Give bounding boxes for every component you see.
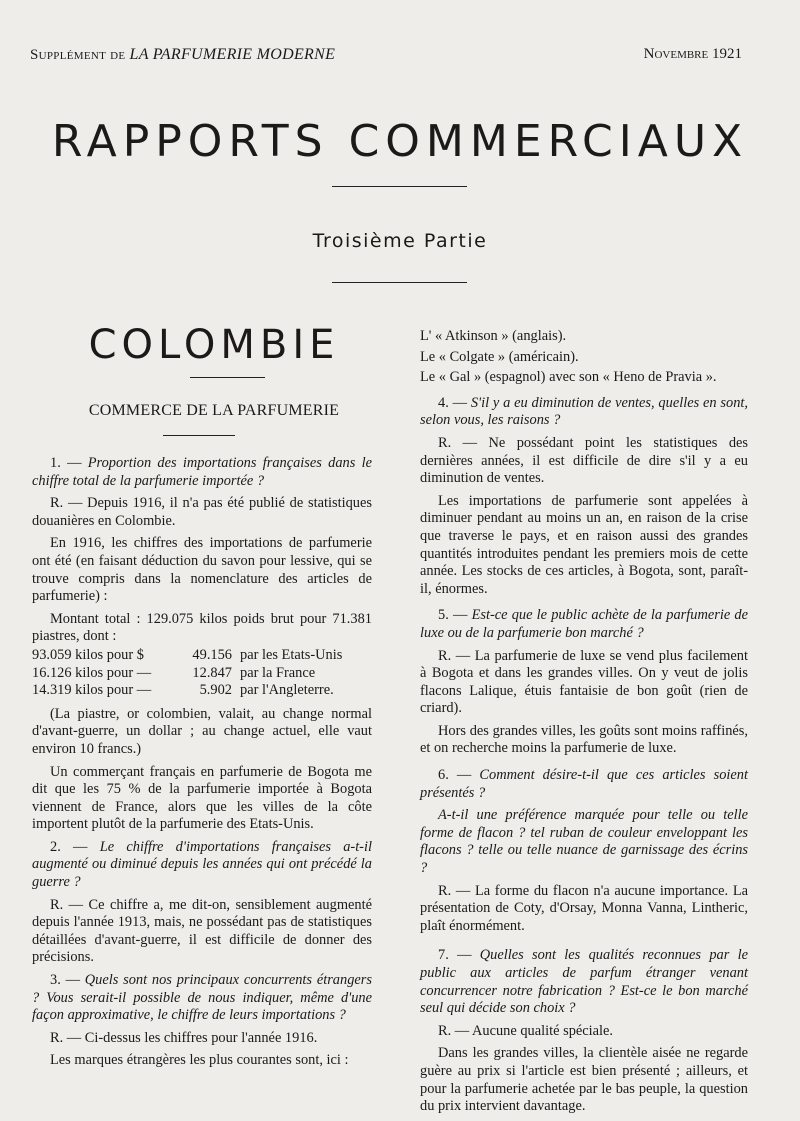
country-rule [190,377,265,378]
answer-4: R. — Ne possédant point les statistiques des dernières années, il est difficile de dire s'il y a eu diminution de ventes. [420,434,748,487]
question-4: 4. — S'il y a eu diminution de ventes, quelles en sont, selon vous, les raisons ? [420,394,748,429]
title-rule-top [332,186,467,187]
answer-2: R. — Ce chiffre a, me dit-on, sensiblement augmenté depuis l'année 1913, mais, ne possédant pas de statistiques détaillées d'avant-guerre, il est difficile de donner des précisions. [32,896,372,966]
country-heading: COLOMBIE [88,322,340,368]
table-row: 16.126 kilos pour — 12.847 par la France [32,664,316,681]
running-header-date: Novembre 1921 [643,46,742,62]
answer-5: R. — La parfumerie de luxe se vend plus facilement à Bogota et dans les grandes villes. On y veut de jolis flacons Lalique, étuis fantaisie de bon goût (rien de criard). [420,647,748,717]
question-2: 2. — Le chiffre d'importations françaises a-t-il augmenté ou diminué depuis les années qui ont précédé la guerre ? [32,838,372,891]
question-5: 5. — Est-ce que le public achète de la parfumerie de luxe ou de la parfumerie bon marché ? [420,607,748,641]
exchange-note: (La piastre, or colombien, valait, au change normal d'avant-guerre, un dollar ; au change actuel, elle vaut environ 10 francs.) [32,705,372,757]
paragraph-1: En 1916, les chiffres des importations de parfumerie ont été (en faisant déduction du savon pour lessive, qui se trouve compris dans la nomenclature des articles de parfumerie) : [32,535,372,605]
answer-6: R. — La forme du flacon n'a aucune importance. La présentation de Coty, d'Orsay, Monna Vanna, Lintheric, plaît énormément. [420,882,748,934]
question-7: 7. — Quelles sont les qualités reconnues par le public aux articles de parfum étranger venant concurrencer notre fabrication ? Est-ce le bon marché seul qui décide son choix ? [420,947,748,1017]
right-column [420,328,748,1121]
paragraph-3: Les marques étrangères les plus courantes sont, ici : [50,1052,349,1069]
total-line: Montant total : 129.075 kilos poids brut pour 71.381 piastres, dont : [32,610,372,645]
table-row: 93.059 kilos pour $ 49.156 par les Etats-Unis [32,646,343,663]
page-title: RAPPORTS COMMERCIAUX [51,116,749,167]
running-header-left [30,46,335,64]
section-rule [163,435,235,436]
question-6: 6. — Comment désire-t-il que ces articles soient présentés ? [420,767,748,801]
paragraph-4: Les importations de parfumerie sont appelées à diminuer pendant au moins un an, en raison de la crise que traverse le pays, et en raison aussi des grandes quantités introduites pendant les premiers mois de cette année. Les stocks de ces articles, à Bogota, sont, paraît-il, énormes. [420,492,748,597]
import-table [32,647,372,700]
brand-item: Le « Colgate » (américain). [420,348,579,365]
left-column [32,455,372,1075]
table-row: 14.319 kilos pour — 5.902 par l'Angleterre. [32,682,334,699]
page-subtitle: Troisième Partie [312,230,488,252]
question-6-details: A-t-il une préférence marquée pour telle ou telle forme de flacon ? tel ruban de couleur enveloppant les flacons ? telle ou telle nuance de garnissage des écrins ? [420,807,748,877]
brand-item: Le « Gal » (espagnol) avec son « Heno de Pravia ». [420,369,717,386]
journal-name: LA PARFUMERIE MODERNE [129,46,336,63]
paragraph-2: Un commerçant français en parfumerie de Bogota me dit que les 75 % de la parfumerie importée à Bogota viennent de France, alors que les villes de la côte importent plutôt de la parfumerie des Etats-Unis. [32,763,372,833]
title-rule-bottom [332,282,467,283]
section-heading: COMMERCE DE LA PARFUMERIE [88,402,340,419]
answer-1: R. — Depuis 1916, il n'a pas été publié de statistiques douanières en Colombie. [32,495,372,529]
answer-7: R. — Aucune qualité spéciale. [438,1022,614,1039]
question-1: 1. — Proportion des importations françaises dans le chiffre total de la parfumerie importée ? [32,455,372,489]
brand-item: L' « Atkinson » (anglais). [420,328,567,344]
answer-3: R. — Ci-dessus les chiffres pour l'année 1916. [50,1029,318,1046]
question-3: 3. — Quels sont nos principaux concurrents étrangers ? Vous serait-il possible de nous indiquer, même d'une façon approximative, le chiffre de leurs importations ? [32,972,372,1024]
paragraph-7: Dans les grandes villes, la clientèle aisée ne regarde guère au prix si l'article est bien présenté ; ailleurs, et pour la parfumerie achetée par le bas peuple, la question du prix intervient davantage. [420,1045,748,1115]
supplement-label: Supplément de [30,47,126,63]
paragraph-5: Hors des grandes villes, les goûts sont moins raffinés, et on recherche moins la parfumerie de luxe. [420,722,748,757]
